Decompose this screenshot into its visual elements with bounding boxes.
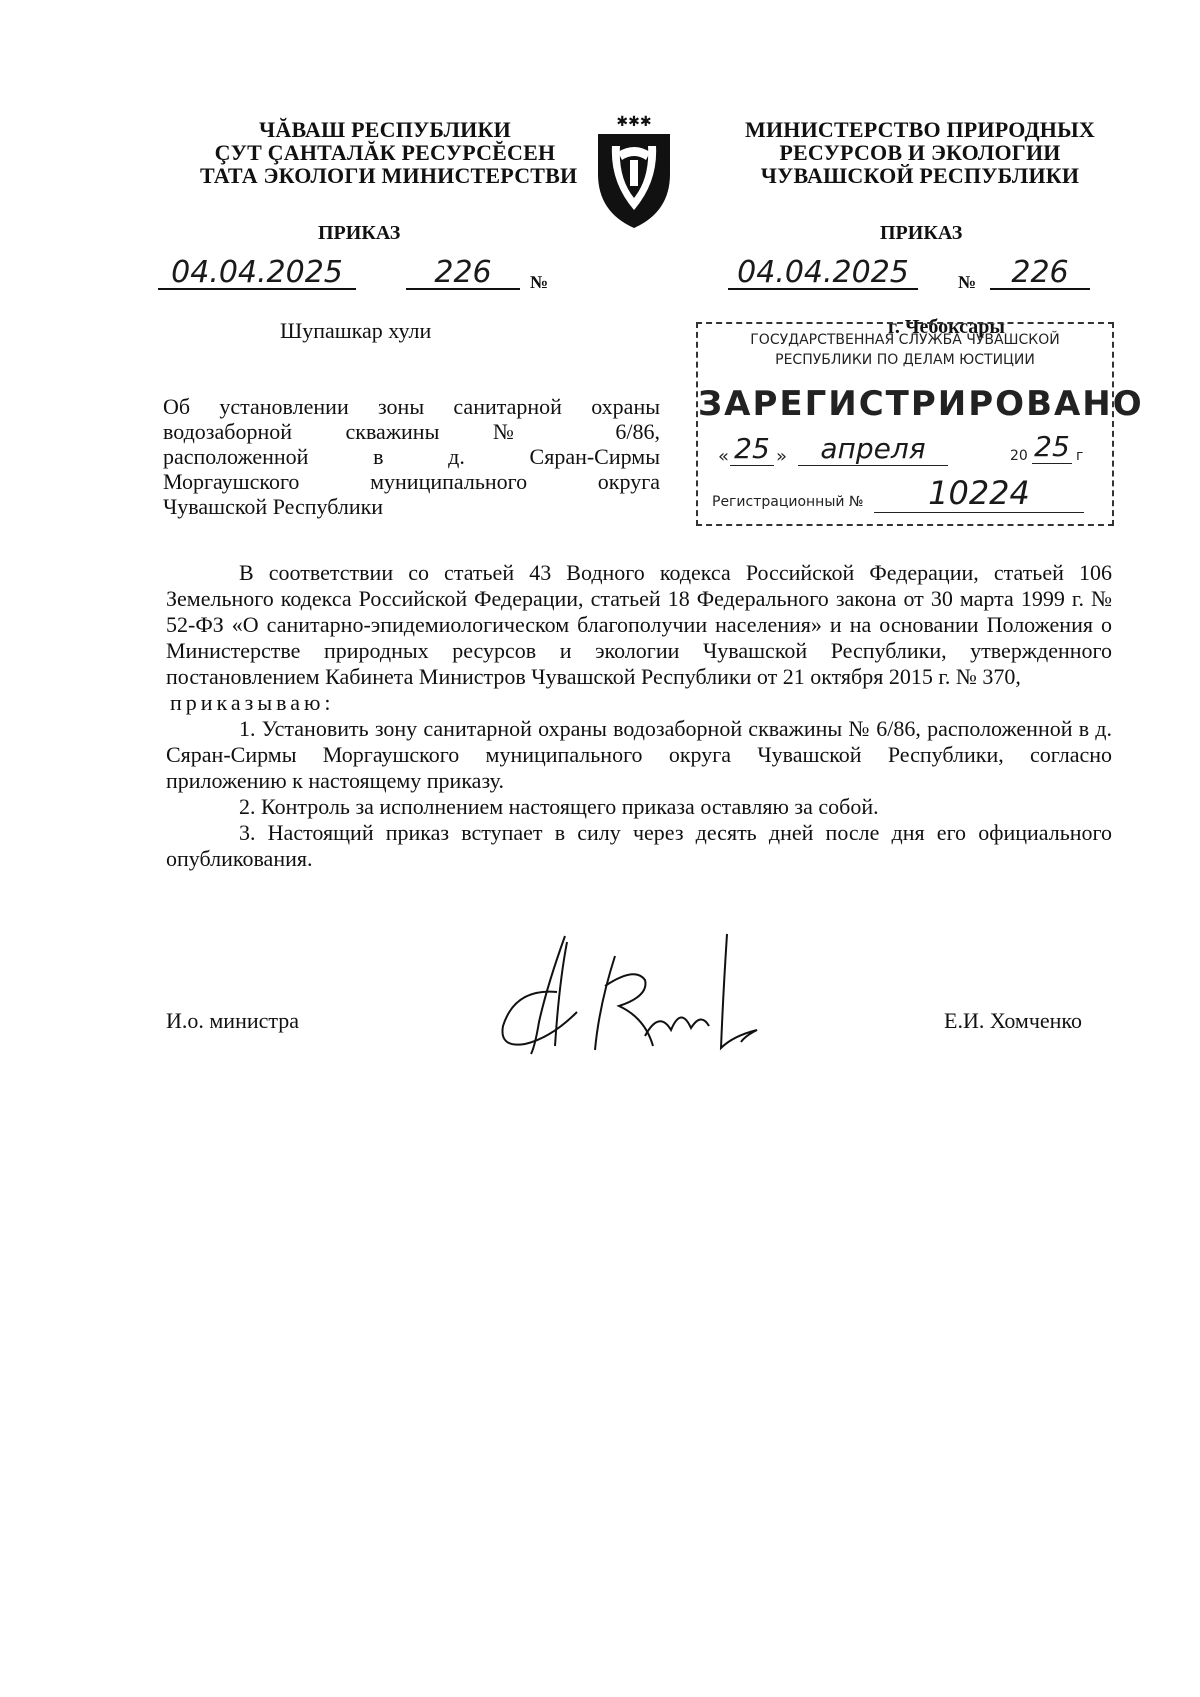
order-number-left: 226 <box>406 258 520 290</box>
handwritten-signature <box>495 926 795 1066</box>
body-item2: 2. Контроль за исполнением настоящего приказа оставляю за собой. <box>239 794 879 819</box>
order-date-left: 04.04.2025 <box>158 258 356 290</box>
city-left: Шупашкар хули <box>280 318 432 343</box>
stamp-registered: ЗАРЕГИСТРИРОВАНО <box>698 384 1144 424</box>
header-left <box>200 117 578 188</box>
document-body <box>166 560 1112 872</box>
order-date-right: 04.04.2025 <box>728 258 918 290</box>
number-sign-left: № <box>530 272 549 292</box>
title-line1: Об установлении зоны санитарной охраны <box>163 394 660 419</box>
svg-text:✱✱✱: ✱✱✱ <box>616 114 652 130</box>
title-line3: расположенной в д. Сяран-Сирмы <box>163 444 660 469</box>
city-right: г. Чебоксары <box>888 316 1006 338</box>
stamp-reg-number: 10224 <box>874 474 1084 513</box>
body-preamble: В соответствии со статьей 43 Водного кодекса Российской Федерации, статьей 106 Земельного кодекса Российской Федерации, статьей 18 Федерального закона от 30 марта 1999 г. № 52-ФЗ «О санитарно-эпидемиологическом благополучии населения» и на основании Положения о Министерстве природных ресурсов и экологии Чувашской Республики, утвержденного постановлением Кабинета Министров Чувашской Республики от 21 октября 2015 г. № 370, <box>166 560 1112 689</box>
body-item1: 1. Установить зону санитарной охраны водозаборной скважины № 6/86, расположенной в д. Сяран-Сирмы Моргаушского муниципального округа Чувашской Республики, согласно приложению к настоящему приказу. <box>166 716 1112 793</box>
stamp-year-prefix: 20 <box>1010 448 1028 464</box>
header-right-line3: ЧУВАШСКОЙ РЕСПУБЛИКИ <box>760 163 1080 188</box>
document-title <box>163 394 660 519</box>
header-right-line1: МИНИСТЕРСТВО ПРИРОДНЫХ <box>744 117 1096 142</box>
header-left-line1: ЧĂВАШ РЕСПУБЛИКИ <box>259 117 511 142</box>
header-right <box>730 118 1110 187</box>
emblem-icon <box>588 112 680 232</box>
stamp-date-row: « 25 » апреля 20 25 г <box>718 430 1084 467</box>
order-label-right: ПРИКАЗ <box>880 222 963 244</box>
stamp-year-suffix: г <box>1076 448 1084 464</box>
stamp-day: 25 <box>730 432 774 466</box>
signature-name: Е.И. Хомченко <box>944 1008 1083 1033</box>
title-line5: Чувашской Республики <box>163 494 384 519</box>
signature-icon <box>495 926 795 1066</box>
stamp-year: 25 <box>1032 430 1072 464</box>
stamp-reg-label: Регистрационный № <box>712 494 864 510</box>
signature-position: И.о. министра <box>166 1008 300 1033</box>
header-left-line3: ТАТА ЭКОЛОГИ МИНИСТЕРСТВИ <box>200 163 578 188</box>
header-right-line2: РЕСУРСОВ И ЭКОЛОГИИ <box>779 140 1061 165</box>
title-line4: Моргаушского муниципального округа <box>163 469 660 494</box>
body-item3: 3. Настоящий приказ вступает в силу через десять дней после дня его официального опубликования. <box>166 820 1112 871</box>
order-number-right: 226 <box>990 258 1090 290</box>
order-label-left: ПРИКАЗ <box>318 222 401 244</box>
body-order-word: приказываю: <box>170 690 335 715</box>
title-line2: водозаборной скважины № 6/86, <box>163 419 660 444</box>
header-left-line2: ÇУТ ÇАНТАЛĂК РЕСУРСĔСЕН <box>214 140 556 165</box>
number-sign-right: № <box>958 272 977 292</box>
coat-of-arms-emblem <box>588 112 680 232</box>
registration-stamp <box>696 322 1144 526</box>
stamp-line2: РЕСПУБЛИКИ ПО ДЕЛАМ ЮСТИЦИИ <box>775 352 1035 368</box>
stamp-month: апреля <box>798 432 948 466</box>
stamp-line1: ГОСУДАРСТВЕННАЯ СЛУЖБА ЧУВАШСКОЙ <box>750 332 1060 348</box>
